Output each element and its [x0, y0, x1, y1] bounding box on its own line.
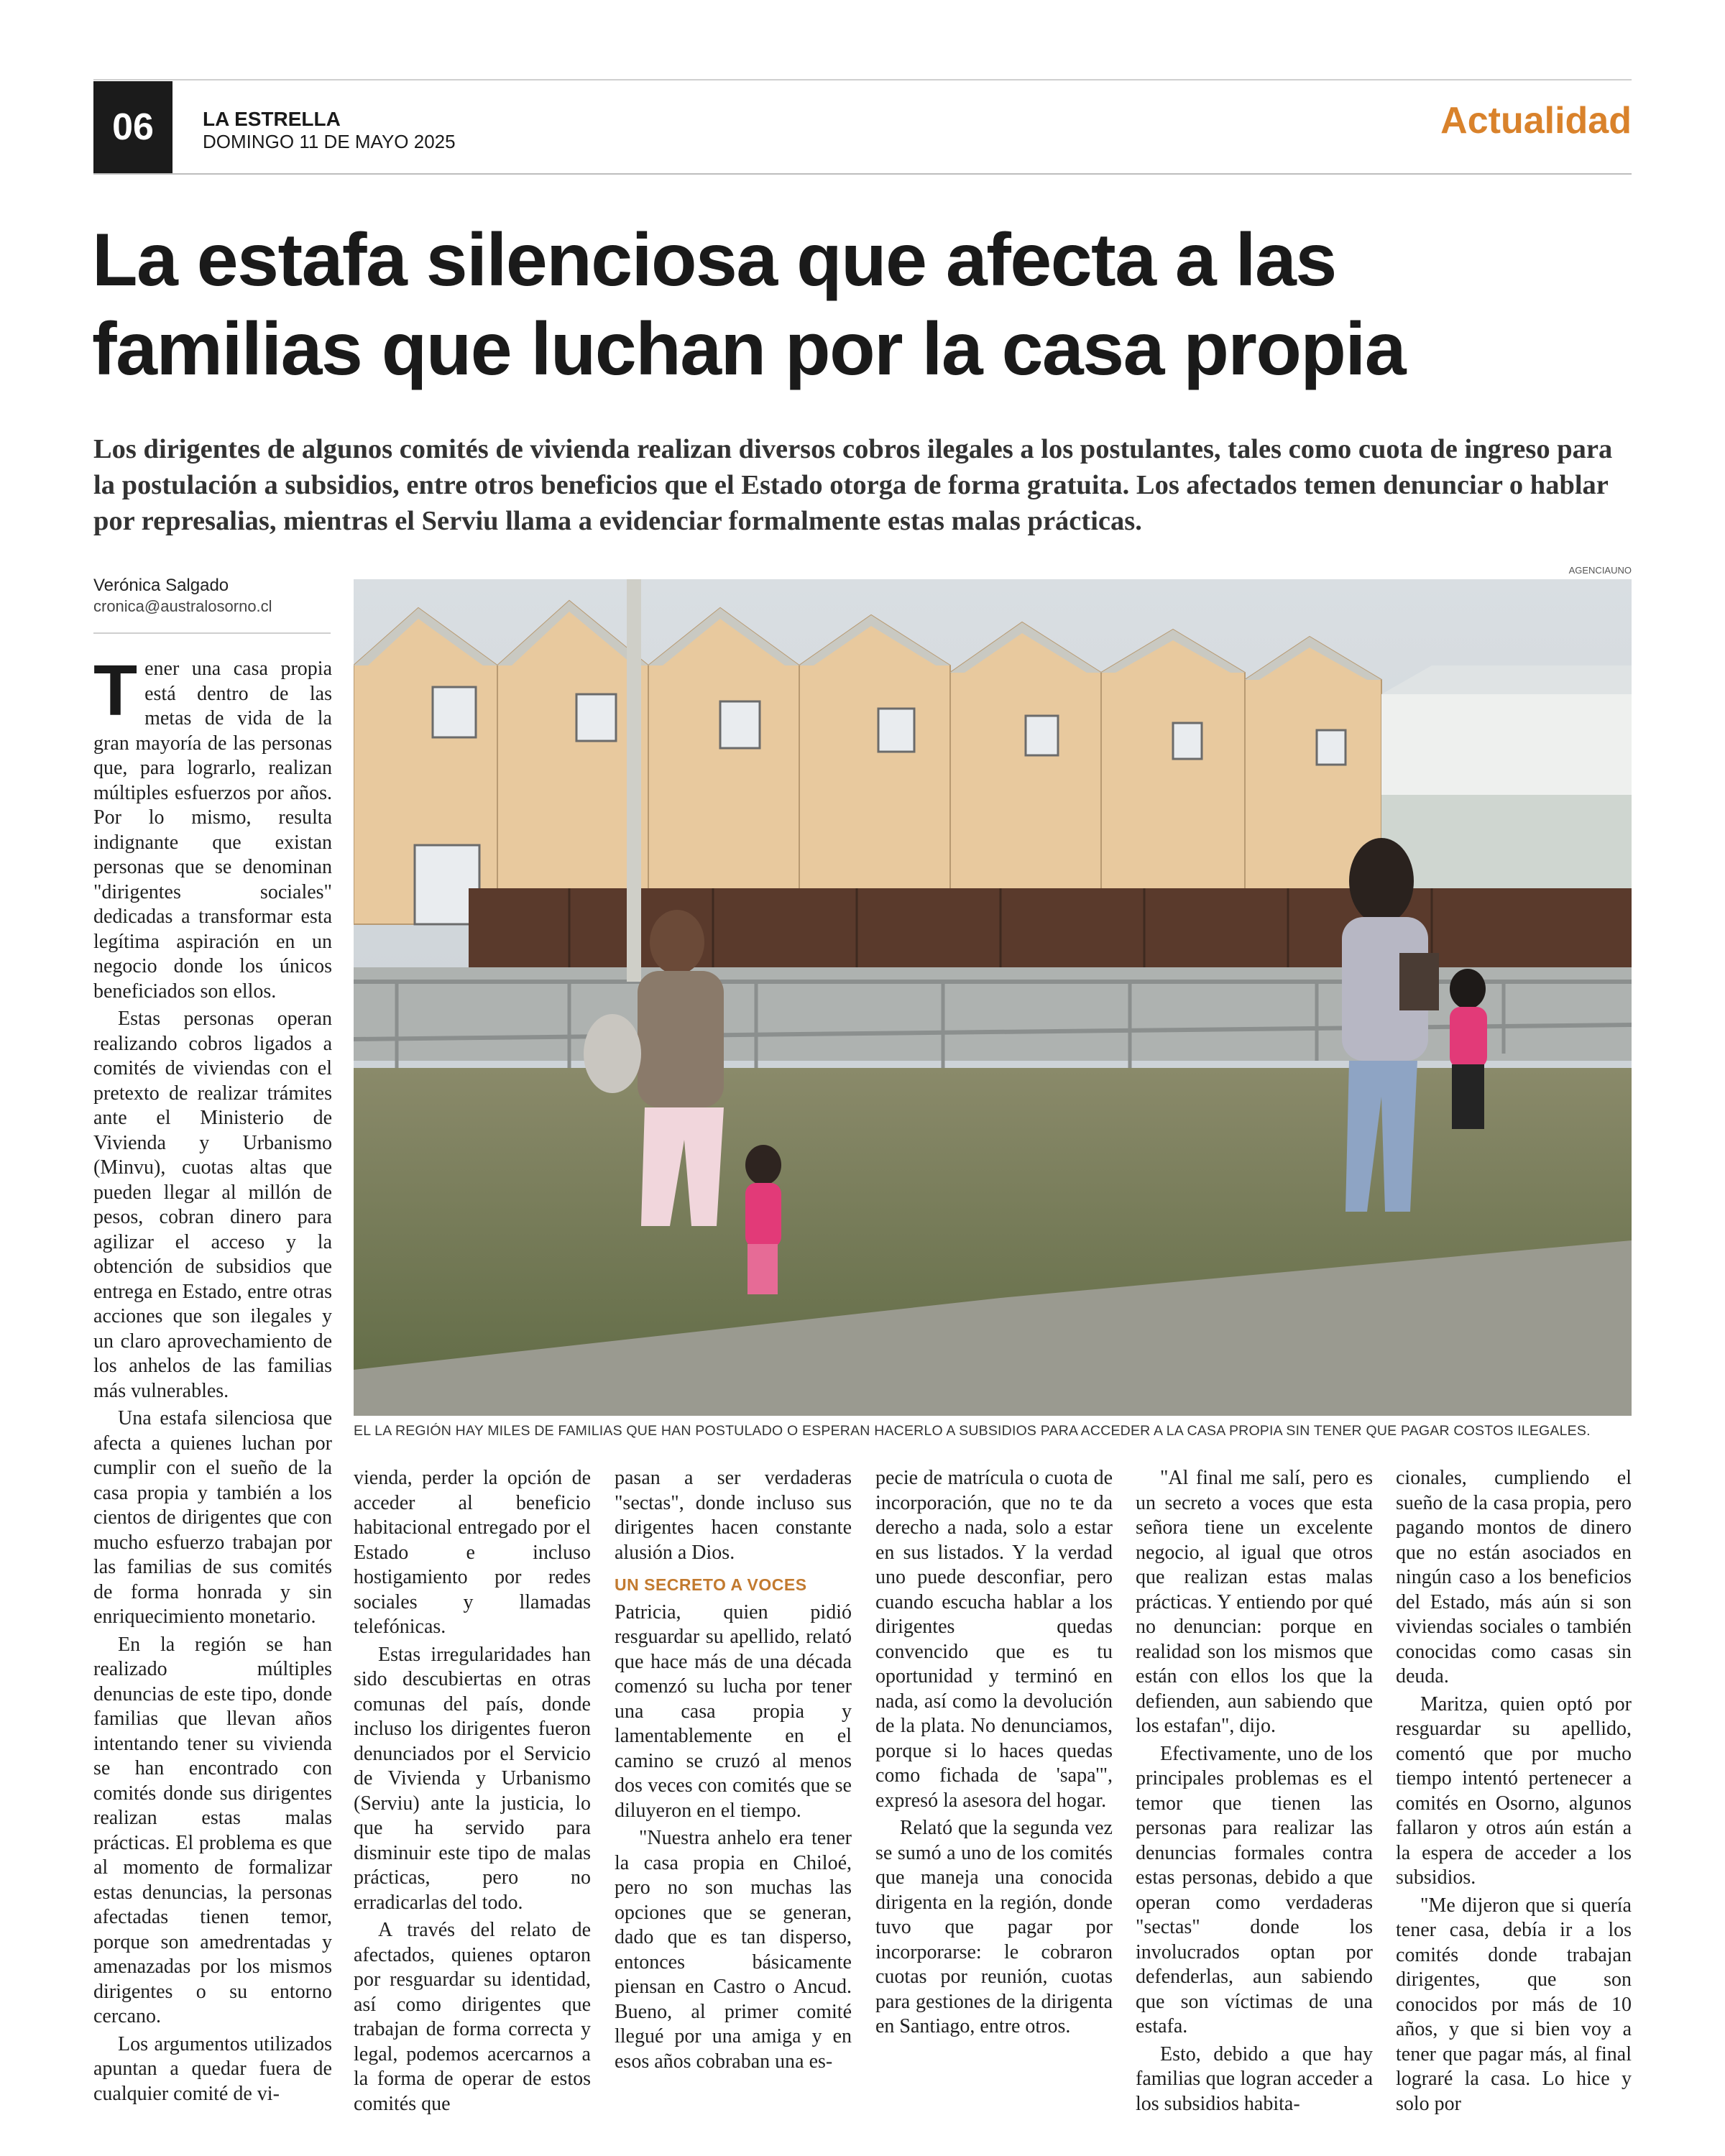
- paragraph: Maritza, quien optó por resguardar su apellido, comentó que por mucho tiempo intentó pertenecer a comités en Osorno, algunos fallaron y otros aún están a la espera de acceder a los subsidios.: [1396, 1692, 1632, 1889]
- body-column-3: [615, 1466, 852, 2142]
- child-right: [1450, 969, 1487, 1129]
- publication-name: LA ESTRELLA: [203, 108, 341, 130]
- section-label: Actualidad: [1440, 100, 1632, 142]
- top-rule: [93, 79, 1632, 80]
- subhead: UN SECRETO A VOCES: [615, 1575, 807, 1594]
- paragraph: Los argumentos utilizados apuntan a quedar fuera de cualquier comité de vi-: [93, 2032, 332, 2105]
- author-name: Verónica Salgado: [93, 576, 229, 595]
- body-column-5: [1136, 1466, 1373, 2142]
- paragraph: Patricia, quien pidió resguardar su apellido, relató que hace más de una década comenzó su lucha por tener una casa propia y lamentablemente en el camino se cruzó al menos dos veces con comités que se diluyeron en el tiempo.: [615, 1600, 852, 1822]
- paragraph: A través del relato de afectados, quienes optaron por resguardar su identidad, así como dirigentes que trabajan de forma correcta y legal, podemos acercarnos a la forma de operar de estos comités que: [354, 1919, 591, 2115]
- byline-rule: [93, 632, 331, 634]
- photo-illustration: [354, 579, 1632, 1416]
- byline: [93, 575, 272, 617]
- paragraph: Relató que la segunda vez se sumó a uno de los comités que maneja una conocida dirigenta en la región, donde tuvo que pagar por incorporarse: le cobraron cuotas por reunión, cuotas para gestiones de la dirigenta en Santiago, entre otros.: [875, 1817, 1113, 2037]
- photo-credit: AGENCIAUNO: [1568, 565, 1632, 576]
- publication-date: DOMINGO 11 DE MAYO 2025: [203, 131, 456, 152]
- paragraph: vienda, perder la opción de acceder al beneficio habitacional entregado por el Estado e incluso hostigamiento por redes sociales y llamadas telefónicas.: [354, 1467, 591, 1638]
- paragraph: Esto, debido a que hay familias que logran acceder a los subsidios habita-: [1136, 2042, 1373, 2115]
- page-number: 06: [93, 81, 172, 173]
- body-column-6: [1396, 1466, 1632, 2142]
- paragraph: pecie de matrícula o cuota de incorporación, que no te da derecho a nada, solo a estar en sus listados. Y la verdad uno puede desconfiar, pero cuando escucha hablar a los dirigentes quedas convencido que es tu oportunidad y terminó en nada, así como la devolución de la plata. No denunciamos, porque si lo haces quedas como fichada de 'sapa'", expresó la asesora del hogar.: [875, 1467, 1113, 1812]
- author-email: cronica@australosorno.cl: [93, 597, 272, 615]
- photo-caption: EL LA REGIÓN HAY MILES DE FAMILIAS QUE HAN POSTULADO O ESPERAN HACERLO A SUBSIDIOS PARA ACCEDER A LA CASA PROPIA SIN TENER QUE PAGAR COSTOS ILEGALES.: [354, 1423, 1591, 1439]
- paragraph: "Al final me salí, pero es un secreto a voces que esta señora tiene un excelente negocio, al igual que otros que realizan estas malas prácticas. Y entiendo por qué no denuncian: porque en realidad son los mismos que están con ellos los que la defienden, aun sabiendo que los estafan", dijo.: [1136, 1467, 1373, 1737]
- dropcap: T: [93, 657, 138, 731]
- paragraph: Estas personas operan realizando cobros ligados a comités de viviendas con el pretexto de realizar trámites ante el Ministerio de Vivienda y Urbanismo (Minvu), cuotas altas que pueden llegar al millón de pesos, cobran dinero para agilizar el acceso y la obtención de subsidios que entrega en Estado, entre otras acciones que son ilegales y un claro aprovechamiento de los anhelos de las familias más vulnerables.: [93, 1008, 332, 1402]
- paragraph: cionales, cumpliendo el sueño de la casa propia, pero pagando montos de dinero que no están asociados en ningún caso a los beneficios del Estado, más aún si son viviendas sociales o también conocidas como casas sin deuda.: [1396, 1467, 1632, 1687]
- headline-line-1: La estafa silenciosa que afecta a las: [92, 218, 1336, 302]
- headline: [92, 216, 1637, 394]
- headline-line-2: familias que luchan por la casa propia: [92, 308, 1406, 391]
- paragraph: pasan a ser verdaderas "sectas", donde incluso sus dirigentes hacen constante alusión a Dios.: [615, 1467, 852, 1564]
- body-column-1: [93, 657, 332, 2145]
- paragraph: [93, 657, 332, 1004]
- paragraph-text: ener una casa propia está dentro de las metas de vida de la gran mayoría de las personas que, para lograrlo, realizan múltiples esfuerzos por años. Por lo mismo, resulta indignante que existan personas que se denominan "dirigentes sociales" dedicadas a transformar esta legítima aspiración en un negocio donde los únicos beneficiados son ellos.: [93, 658, 332, 1003]
- paragraph: "Nuestra anhelo era tener la casa propia en Chiloé, pero no son muchas las opciones que se generan, dado que es tan disperso, entonces básicamente piensan en Castro o Ancud. Bueno, al primer comité llegué por una amiga y en esos años cobraban una es-: [615, 1827, 852, 2073]
- paragraph: Una estafa silenciosa que afecta a quienes luchan por cumplir con el sueño de la casa propia y también a los cientos de dirigentes que con mucho esfuerzo trabajan por las familias de sus comités de forma honrada y sin enriquecimiento monetario.: [93, 1407, 332, 1628]
- header-rule: [93, 173, 1632, 175]
- masthead: [203, 108, 456, 152]
- paragraph: Estas irregularidades han sido descubiertas en otras comunas del país, donde incluso los dirigentes fueron denunciados por el Servicio de Vivienda y Urbanismo (Serviu) ante la justicia, lo que ha servido para disminuir este tipo de malas prácticas, pero no erradicarlas del todo.: [354, 1643, 591, 1914]
- body-column-4: [875, 1466, 1113, 2142]
- child-left: [745, 1145, 781, 1294]
- paragraph: "Me dijeron que si quería tener casa, debía ir a los comités donde trabajan dirigentes, que son conocidos por más de 10 años, y que si bien voy a tener que pagar más, al final lograré la casa. Lo hice y solo por: [1396, 1894, 1632, 2115]
- article-photo: [354, 579, 1632, 1416]
- deck: Los dirigentes de algunos comités de vivienda realizan diversos cobros ilegales a los postulantes, tales como cuota de ingreso para la postulación a subsidios, entre otros beneficios que el Estado otorga de forma gratuita. Los afectados temen denunciar o hablar por represalias, mientras el Serviu llama a evidenciar formalmente estas malas prácticas.: [93, 434, 1613, 536]
- paragraph: En la región se han realizado múltiples denuncias de este tipo, donde familias que llevan años intentando tener su vivienda se han encontrado con comités donde sus dirigentes realizan estas malas prácticas. El problema es que al momento de formalizar estas denuncias, la personas afectadas tienen temor, porque son amedrentadas y amenazadas por los mismos dirigentes o su entorno cercano.: [93, 1633, 332, 2027]
- paragraph: Efectivamente, uno de los principales problemas es el temor que tienen las personas para realizar las denuncias formales contra estas personas, debido a que operan como verdaderas "sectas" donde los involucrados optan por defenderlas, aun sabiendo que son víctimas de una estafa.: [1136, 1742, 1373, 2037]
- body-column-2: [354, 1466, 591, 2142]
